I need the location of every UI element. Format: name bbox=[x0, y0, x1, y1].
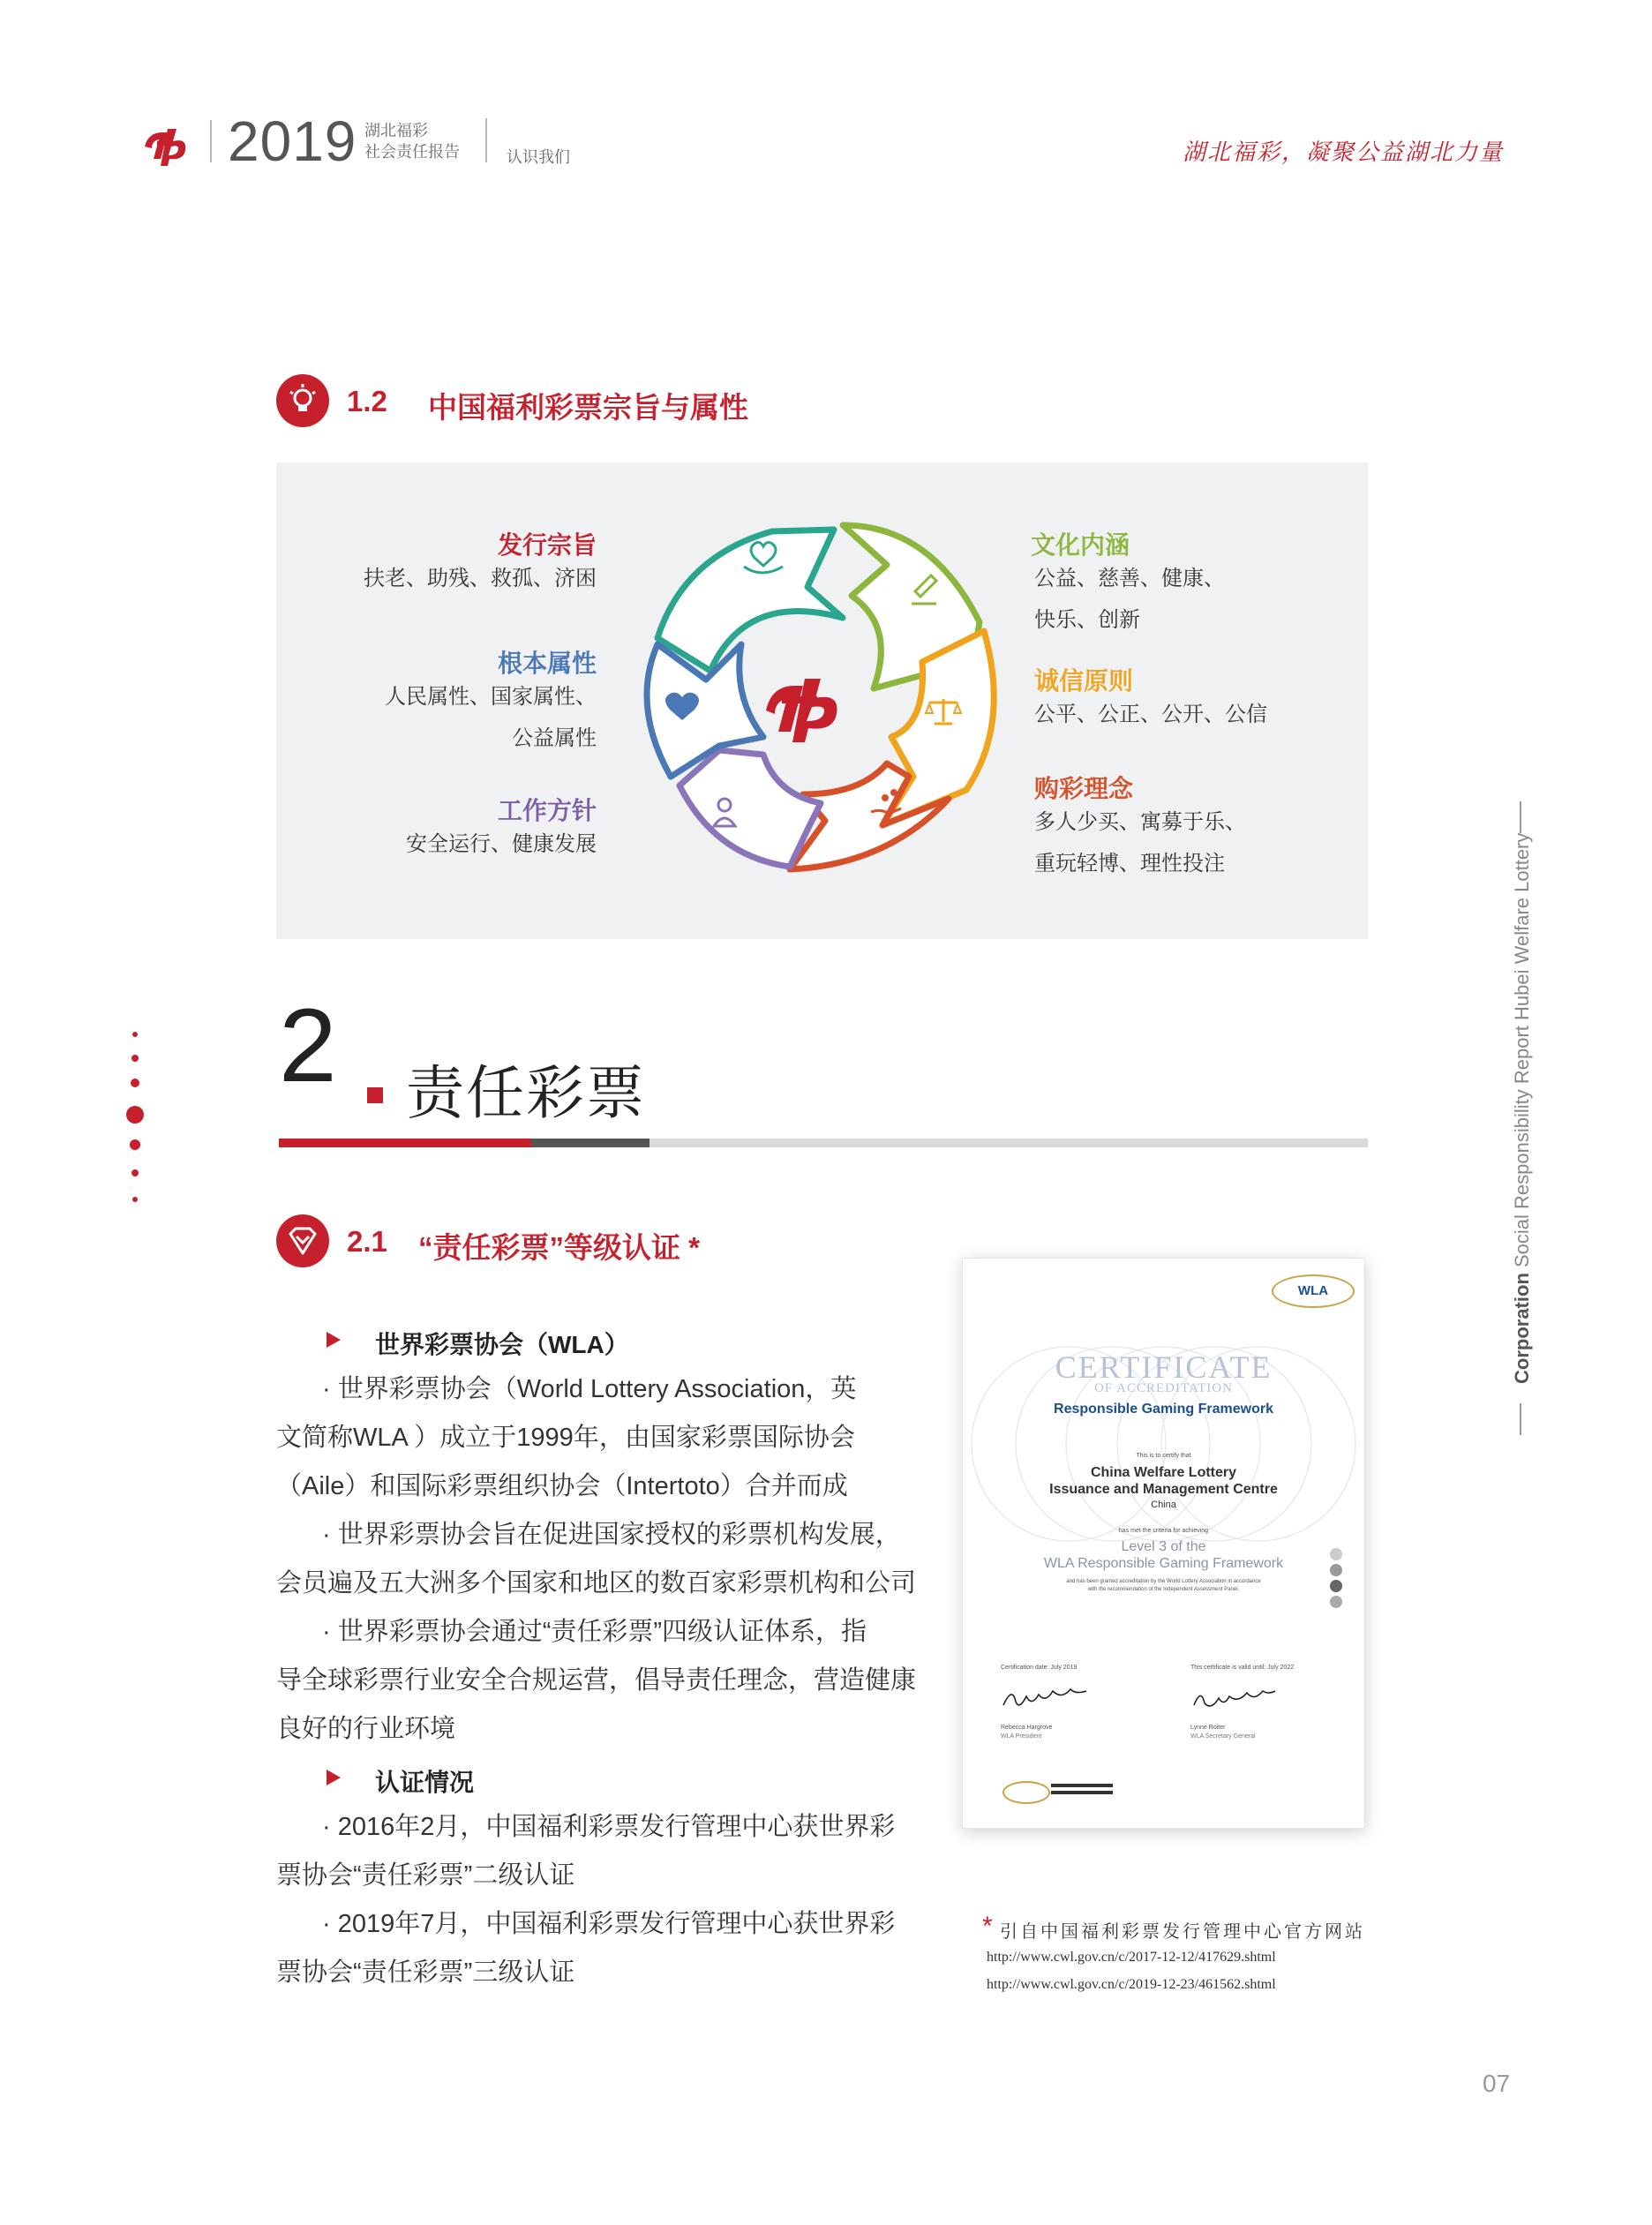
wla-heading: 世界彩票协会（WLA） bbox=[375, 1331, 629, 1358]
policy-text: 安全运行、健康发展 bbox=[406, 832, 597, 856]
body-line: · 2016年2月，中国福利彩票发行管理中心获世界彩 bbox=[322, 1813, 896, 1841]
page-indicator-dot-active bbox=[126, 1106, 144, 1124]
body-line: 票协会“责任彩票”三级认证 bbox=[276, 1958, 575, 1987]
welfare-lottery-logo bbox=[141, 120, 191, 169]
wla-description bbox=[276, 1365, 947, 1754]
certification-history bbox=[276, 1803, 947, 1997]
certificate-framework: Responsible Gaming Framework bbox=[1054, 1402, 1273, 1417]
chapter-number: 2 bbox=[279, 988, 337, 1104]
section-number: 1.2 bbox=[347, 385, 387, 417]
certificate-org-line2: Issuance and Management Centre bbox=[1049, 1482, 1278, 1497]
policy-title: 工作方针 bbox=[497, 797, 597, 824]
signer-2-title: WLA Secretary General bbox=[1190, 1733, 1256, 1740]
certificate-level-line2: WLA Responsible Gaming Framework bbox=[1043, 1556, 1284, 1571]
section-number: 2.1 bbox=[347, 1225, 387, 1258]
purchase-text-1: 多人少买、寓募于乐、 bbox=[1034, 810, 1246, 834]
certificate-level-line1: Level 3 of the bbox=[1121, 1539, 1206, 1554]
body-line: 票协会“责任彩票”二级认证 bbox=[276, 1861, 575, 1890]
chapter-rule-dark bbox=[531, 1139, 650, 1147]
side-caption: Corporation Social Responsibility Report Hubei Welfare Lottery bbox=[1511, 832, 1533, 1384]
purpose-text: 扶老、助残、救孤、济困 bbox=[364, 567, 597, 590]
page-indicator-dot bbox=[131, 1079, 139, 1087]
wla-logo: WLA bbox=[1272, 1274, 1355, 1308]
signature-2 bbox=[1189, 1684, 1286, 1714]
report-year: 2019 bbox=[228, 109, 357, 173]
certificate-granted-line2: with the recommendation of the Independent Assessment Panel. bbox=[1087, 1587, 1240, 1592]
side-rule-bottom bbox=[1520, 1403, 1521, 1435]
page-indicator-dot bbox=[132, 1032, 138, 1037]
report-title-line1: 湖北福彩 bbox=[364, 122, 428, 139]
attribute-text-2: 公益属性 bbox=[512, 726, 597, 750]
certificate-certify: This is to certify that bbox=[1136, 1453, 1191, 1459]
level-marker bbox=[1330, 1564, 1342, 1576]
body-line: 会员遍及五大洲多个国家和地区的数百家彩票机构和公司 bbox=[276, 1569, 917, 1597]
purchase-title: 购彩理念 bbox=[1034, 775, 1134, 802]
center-logo bbox=[766, 679, 837, 742]
body-line: 文简称WLA ）成立于1999年，由国家彩票国际协会 bbox=[276, 1424, 855, 1452]
cycle-diagram bbox=[631, 512, 1002, 891]
report-title-line2: 社会责任报告 bbox=[364, 143, 460, 161]
page-number: 07 bbox=[1483, 2070, 1511, 2097]
level-marker bbox=[1330, 1580, 1342, 1592]
bullet-arrow-icon bbox=[327, 1332, 341, 1348]
section-label: 认识我们 bbox=[507, 148, 570, 166]
body-line: 导全球彩票行业安全合规运营，倡导责任理念，营造健康 bbox=[276, 1666, 917, 1695]
header-divider bbox=[210, 120, 212, 162]
chapter-rule-red bbox=[279, 1139, 531, 1147]
wla-certificate bbox=[962, 1258, 1365, 1829]
certification-heading: 认证情况 bbox=[375, 1769, 475, 1796]
page-indicator-dot bbox=[131, 1169, 139, 1176]
side-rule-top bbox=[1520, 801, 1521, 833]
certification-date: Certification date: July 2019 bbox=[1001, 1665, 1078, 1671]
signer-1-title: WLA President bbox=[1001, 1733, 1042, 1740]
body-line: · 世界彩票协会旨在促进国家授权的彩票机构发展， bbox=[322, 1521, 901, 1549]
signature-1 bbox=[998, 1682, 1095, 1714]
body-line: 良好的行业环境 bbox=[276, 1715, 456, 1743]
culture-text-2: 快乐、创新 bbox=[1034, 608, 1140, 632]
chapter-rule-grey bbox=[650, 1139, 1368, 1147]
level-marker bbox=[1330, 1548, 1342, 1560]
bullet-arrow-icon bbox=[327, 1770, 341, 1785]
level-marker bbox=[1330, 1596, 1342, 1608]
certificate-title: CERTIFICATE bbox=[1055, 1349, 1273, 1385]
badge-icon bbox=[276, 1214, 329, 1267]
footer-mark bbox=[1051, 1791, 1113, 1794]
culture-text-1: 公益、慈善、健康、 bbox=[1034, 567, 1225, 590]
certificate-granted-line1: and has been granted accreditation by the World Lottery Association in accordance bbox=[1066, 1579, 1261, 1584]
body-line: · 世界彩票协会通过“责任彩票”四级认证体系，指 bbox=[322, 1618, 867, 1646]
page-indicator-dot bbox=[132, 1197, 138, 1202]
certificate-org-line1: China Welfare Lottery bbox=[1090, 1465, 1237, 1480]
body-line: （Aile）和国际彩票组织协会（Intertoto）合并而成 bbox=[276, 1472, 848, 1500]
signer-1-name: Rebecca Hargrove bbox=[1001, 1725, 1053, 1731]
purpose-title: 发行宗旨 bbox=[497, 531, 597, 559]
integrity-title: 诚信原则 bbox=[1034, 667, 1134, 695]
chapter-dot bbox=[367, 1087, 383, 1103]
attribute-title: 根本属性 bbox=[497, 650, 597, 677]
chapter-title: 责任彩票 bbox=[406, 1060, 646, 1125]
certificate-valid-until: This certificate is valid until: July 2022 bbox=[1190, 1665, 1295, 1671]
footnote-url-2: http://www.cwl.gov.cn/c/2019-12-23/461562.shtml bbox=[987, 1977, 1276, 1992]
header-divider bbox=[485, 118, 487, 162]
attribute-text-1: 人民属性、国家属性、 bbox=[385, 685, 597, 709]
page-indicator-dot bbox=[131, 1055, 139, 1062]
integrity-text: 公平、公正、公开、公信 bbox=[1034, 703, 1267, 726]
footnote-star: * bbox=[982, 1912, 993, 1941]
certificate-subtitle: OF ACCREDITATION bbox=[1094, 1381, 1233, 1395]
body-line: · 2019年7月，中国福利彩票发行管理中心获世界彩 bbox=[322, 1910, 896, 1938]
slogan: 湖北福彩，凝聚公益湖北力量 bbox=[1182, 139, 1504, 166]
wla-footer-logo bbox=[1002, 1781, 1050, 1804]
certificate-met: has met the criteria for achieving bbox=[1118, 1528, 1209, 1534]
footer-mark bbox=[1051, 1784, 1113, 1787]
purchase-text-2: 重玩轻博、理性投注 bbox=[1034, 852, 1225, 876]
section-title: “责任彩票”等级认证 * bbox=[418, 1231, 701, 1264]
lightbulb-icon bbox=[276, 374, 329, 427]
page-indicator-dot bbox=[130, 1139, 140, 1150]
footnote-text: 引自中国福利彩票发行管理中心官方网站 bbox=[1000, 1921, 1365, 1942]
footnote-url-1: http://www.cwl.gov.cn/c/2017-12-12/417629.shtml bbox=[987, 1950, 1276, 1965]
signer-2-name: Lynne Roiter bbox=[1190, 1725, 1226, 1731]
section-title: 中国福利彩票宗旨与属性 bbox=[428, 391, 748, 424]
culture-title: 文化内涵 bbox=[1031, 531, 1130, 559]
certificate-country: China bbox=[1151, 1500, 1176, 1510]
body-line: · 世界彩票协会（World Lottery Association，英 bbox=[322, 1375, 857, 1403]
